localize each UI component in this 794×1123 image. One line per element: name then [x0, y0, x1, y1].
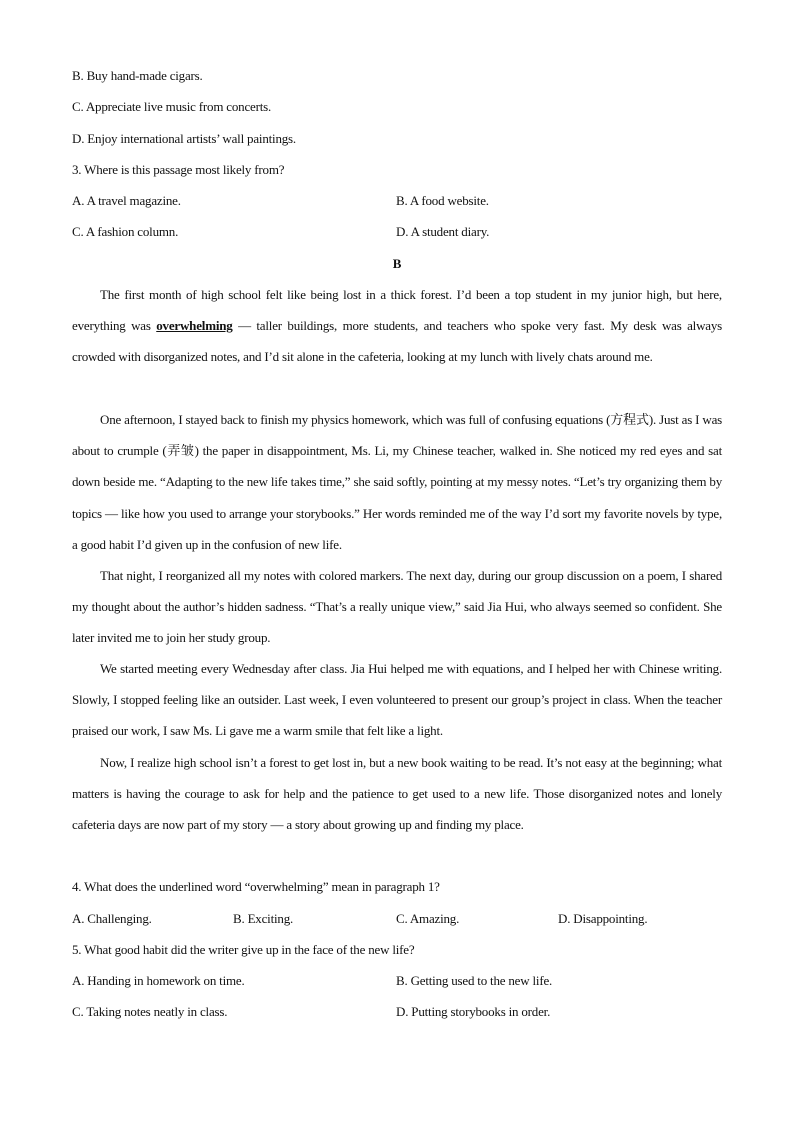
q2-option-b: B. Buy hand-made cigars.	[72, 68, 203, 83]
q2-option-c: C. Appreciate live music from concerts.	[72, 99, 272, 114]
q5-option-d: D. Putting storybooks in order.	[396, 1004, 551, 1019]
q4-option-b: B. Exciting.	[233, 911, 294, 926]
paragraph-4: We started meeting every Wednesday after class. Jia Hui helped me with equations, and I helped her with Chinese writing. Slowly, I stopped feeling like an outsider. Last week, I even volunteered to present our group’s project in class. When the teacher praised our work, I saw Ms. Li gave me a warm smile that felt like a light.	[72, 661, 722, 739]
paragraph-2: One afternoon, I stayed back to finish my physics homework, which was full of confusing equations (方程式). Just as I was about to crumple (弄皱) the paper in disappointment, Ms. Li, my Chinese teacher, walked in. She noticed my red eyes and sat down beside me. “Adapting to the new life takes time,” she said softly, pointing at my messy notes. “Let’s try organizing them by topics — like how you used to arrange your storybooks.” Her words reminded me of the way I’d sort my favorite novels by type, a good habit I’d given up in the confusion of new life.	[72, 412, 722, 552]
q5-option-c: C. Taking notes neatly in class.	[72, 1004, 228, 1019]
q4-option-a: A. Challenging.	[72, 911, 152, 926]
q3-option-d: D. A student diary.	[396, 224, 490, 239]
paragraph-5: Now, I realize high school isn’t a forest to get lost in, but a new book waiting to be read. It’s not easy at the beginning; what matters is having the courage to ask for help and the patience to get used to a new life. Those disorganized notes and lonely cafeteria days are now part of my story — a story about growing up and finding my place.	[72, 755, 722, 833]
q5-option-a: A. Handing in homework on time.	[72, 973, 245, 988]
paragraph-1-end: — taller buildings, more students, and teachers who spoke very fast. My desk was always crowded with disorganized notes, and I’d sit alone in the cafeteria, looking at my lunch with lively chats around me.	[72, 318, 723, 365]
q3-option-c: C. A fashion column.	[72, 224, 179, 239]
q3-stem: 3. Where is this passage most likely from?	[72, 162, 285, 177]
q5-option-b: B. Getting used to the new life.	[396, 973, 553, 988]
paragraph-1-start: The first month of high school felt like being lost in a thick forest. I’d been a top student in my junior high, but here, everything was	[72, 287, 722, 334]
q3-option-b: B. A food website.	[396, 193, 489, 208]
q3-option-a: A. A travel magazine.	[72, 193, 181, 208]
q4-stem: 4. What does the underlined word “overwhelming” mean in paragraph 1?	[72, 879, 440, 894]
paragraph-3: That night, I reorganized all my notes with colored markers. The next day, during our group discussion on a poem, I shared my thought about the author’s hidden sadness. “That’s a really unique view,” said Jia Hui, who always seemed so confident. She later invited me to join her study group.	[72, 568, 722, 646]
paragraph-1	[72, 279, 722, 373]
underlined-word: overwhelming	[156, 318, 233, 334]
q2-option-d: D. Enjoy international artists’ wall paintings.	[72, 131, 296, 146]
q4-option-d: D. Disappointing.	[558, 911, 648, 926]
q4-option-c: C. Amazing.	[396, 911, 460, 926]
section-b-heading: B	[392, 256, 402, 271]
q5-stem: 5. What good habit did the writer give up in the face of the new life?	[72, 942, 415, 957]
